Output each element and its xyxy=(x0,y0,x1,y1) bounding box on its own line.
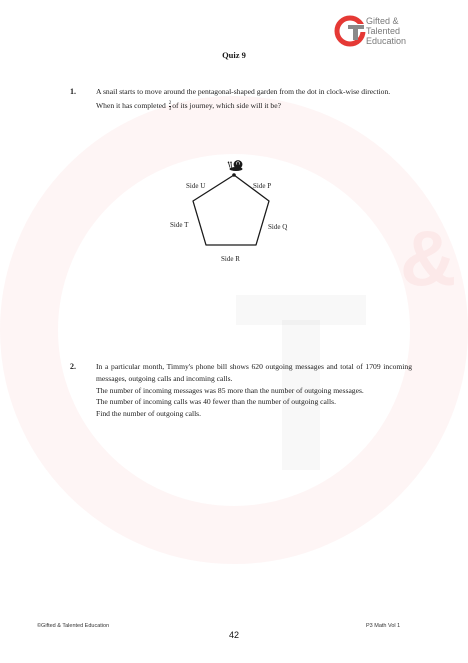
start-dot xyxy=(232,173,236,177)
question-2-text xyxy=(96,361,412,420)
svg-text:&: & xyxy=(400,214,457,302)
fraction-denominator: 3 xyxy=(168,106,172,112)
snail-icon xyxy=(228,160,243,171)
question-2-paragraph-4: Find the number of outgoing calls. xyxy=(96,409,202,419)
question-1-line-2-start: When it has completed xyxy=(96,101,166,110)
side-t-label: Side T xyxy=(170,221,189,229)
question-2-paragraph-2: The number of incoming messages was 85 more than the number of outgoing messages. xyxy=(96,385,364,395)
logo-line-3: Education xyxy=(366,36,407,46)
pentagon-figure xyxy=(160,155,310,267)
page-number: 42 xyxy=(228,630,239,640)
quiz-title: Quiz 9 xyxy=(222,50,246,60)
fraction-numerator: 2 xyxy=(168,100,172,106)
footer-book-title: P3 Math Vol 1 xyxy=(366,623,401,629)
pentagon-diagram xyxy=(160,155,310,267)
question-1-text xyxy=(96,86,414,112)
logo-line-1: Gifted & xyxy=(366,16,399,26)
question-1-number: 1. xyxy=(70,87,76,96)
side-u-label: Side U xyxy=(186,182,206,190)
question-2-paragraph-1: In a particular month, Timmy's phone bill shows 620 outgoing messages and total of 1709 incoming messages, outgoing calls and incoming calls. xyxy=(96,362,412,383)
logo-text xyxy=(366,16,406,46)
question-1-line-2-end: of its journey, which side will it be? xyxy=(172,101,281,110)
question-1-line-1: A snail starts to move around the pentagonal-shaped garden from the dot in clock-wise direction. xyxy=(96,87,391,96)
question-2-number: 2. xyxy=(70,362,76,371)
side-q-label: Side Q xyxy=(268,223,288,231)
footer-copyright: ©Gifted & Talented Education xyxy=(37,623,110,629)
question-2-paragraph-3: The number of incoming calls was 40 fewer than the number of outgoing calls. xyxy=(96,397,336,407)
question-1-line-2 xyxy=(96,100,414,112)
side-p-label: Side P xyxy=(253,182,272,190)
fraction-two-thirds xyxy=(169,101,172,112)
side-r-label: Side R xyxy=(221,255,240,263)
logo-line-2: Talented xyxy=(366,26,401,36)
